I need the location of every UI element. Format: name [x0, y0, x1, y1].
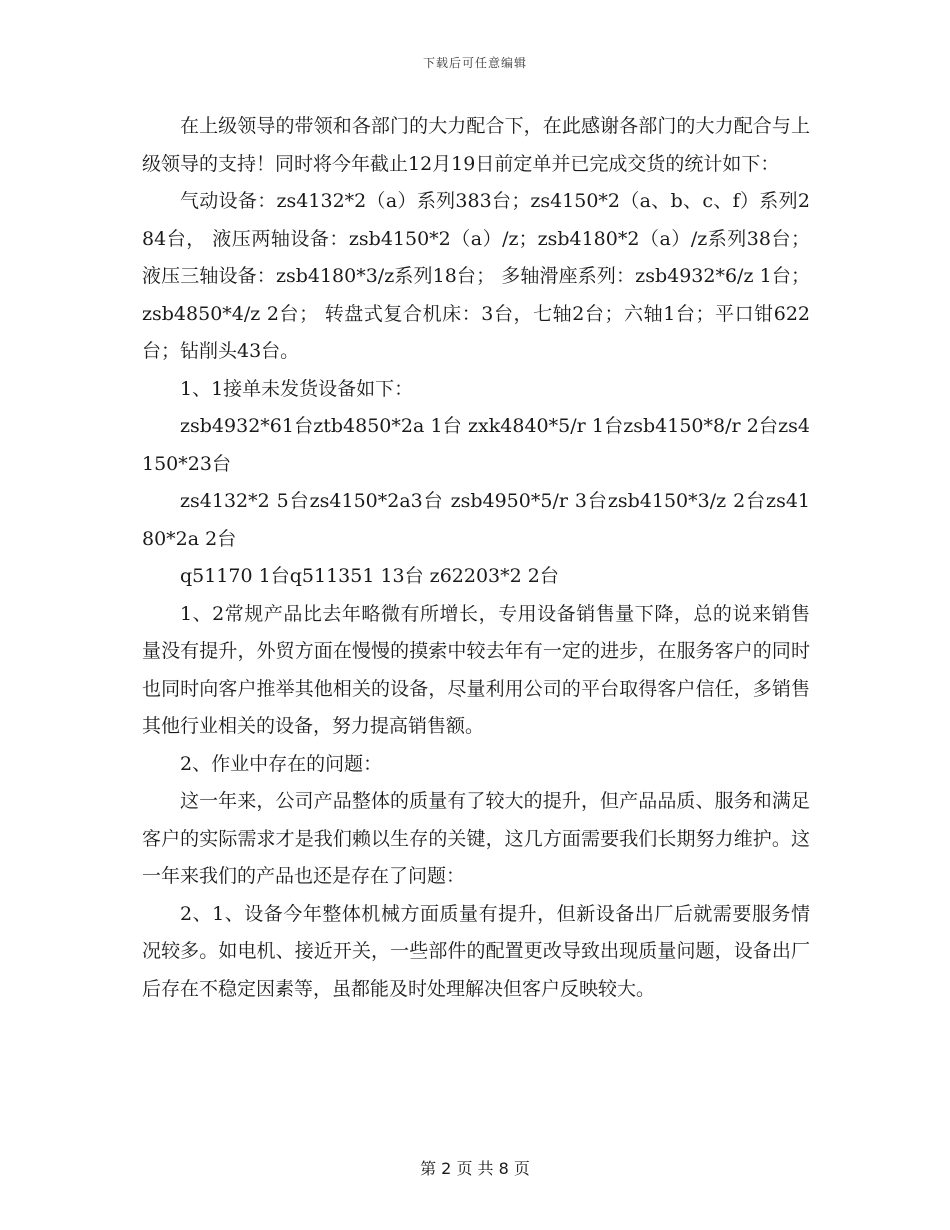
paragraph-pending-list-3: q51170 1台q511351 13台 z62203*2 2台	[180, 565, 559, 587]
paragraph-pending-list-2: zs4132*2 5台zs4150*2a3台 zsb4950*5/r 3台zsb4150*3/z 2台zs4180*2a 2台	[142, 490, 810, 550]
paragraph-section-2-1: 2、1、设备今年整体机械方面质量有提升，但新设备出厂后就需要服务情况较多。如电机、接近开关，一些部件的配置更改导致出现质量问题，设备出厂后存在不稳定因素等，虽都能及时处理解决但客户反映较大。	[142, 902, 810, 1000]
header-note: 下载后可任意编辑	[422, 56, 527, 70]
document-body	[142, 108, 810, 1008]
paragraph-problems-intro: 这一年来，公司产品整体的质量有了较大的提升，但产品品质、服务和满足客户的实际需求才是我们赖以生存的关键，这几方面需要我们长期努力维护。这一年来我们的产品也还是存在了问题：	[142, 790, 810, 887]
page-number: 第 2 页 共 8 页	[420, 1159, 530, 1178]
paragraph-intro: 在上级领导的带领和各部门的大力配合下，在此感谢各部门的大力配合与上级领导的支持！同时将今年截止12月19日前定单并已完成交货的统计如下：	[142, 115, 810, 175]
paragraph-heading-1-1: 1、1接单未发货设备如下：	[180, 377, 414, 400]
paragraph-equipment-stats: 气动设备：zs4132*2（a）系列383台；zs4150*2（a、b、c、f）系列284台， 液压两轴设备：zsb4150*2（a）/z；zsb4180*2（a）/z系列38台； 液压三轴设备：zsb4180*3/z系列18台； 多轴滑座系列：zsb4932*6/z 1台；zsb4850*4/z 2台； 转盘式复合机床：3台，七轴2台；六轴1台；平口钳622台；钻削头43台。	[142, 190, 810, 362]
paragraph-pending-list-1: zsb4932*61台ztb4850*2a 1台 zxk4840*5/r 1台zsb4150*8/r 2台zs4150*23台	[142, 415, 810, 475]
paragraph-heading-2: 2、作业中存在的问题：	[180, 752, 383, 775]
paragraph-section-1-2: 1、2常规产品比去年略微有所增长，专用设备销售量下降，总的说来销售量没有提升，外贸方面在慢慢的摸索中较去年有一定的进步，在服务客户的同时也同时向客户推举其他相关的设备，尽量利用公司的平台取得客户信任，多销售其他行业相关的设备，努力提高销售额。	[142, 602, 810, 737]
